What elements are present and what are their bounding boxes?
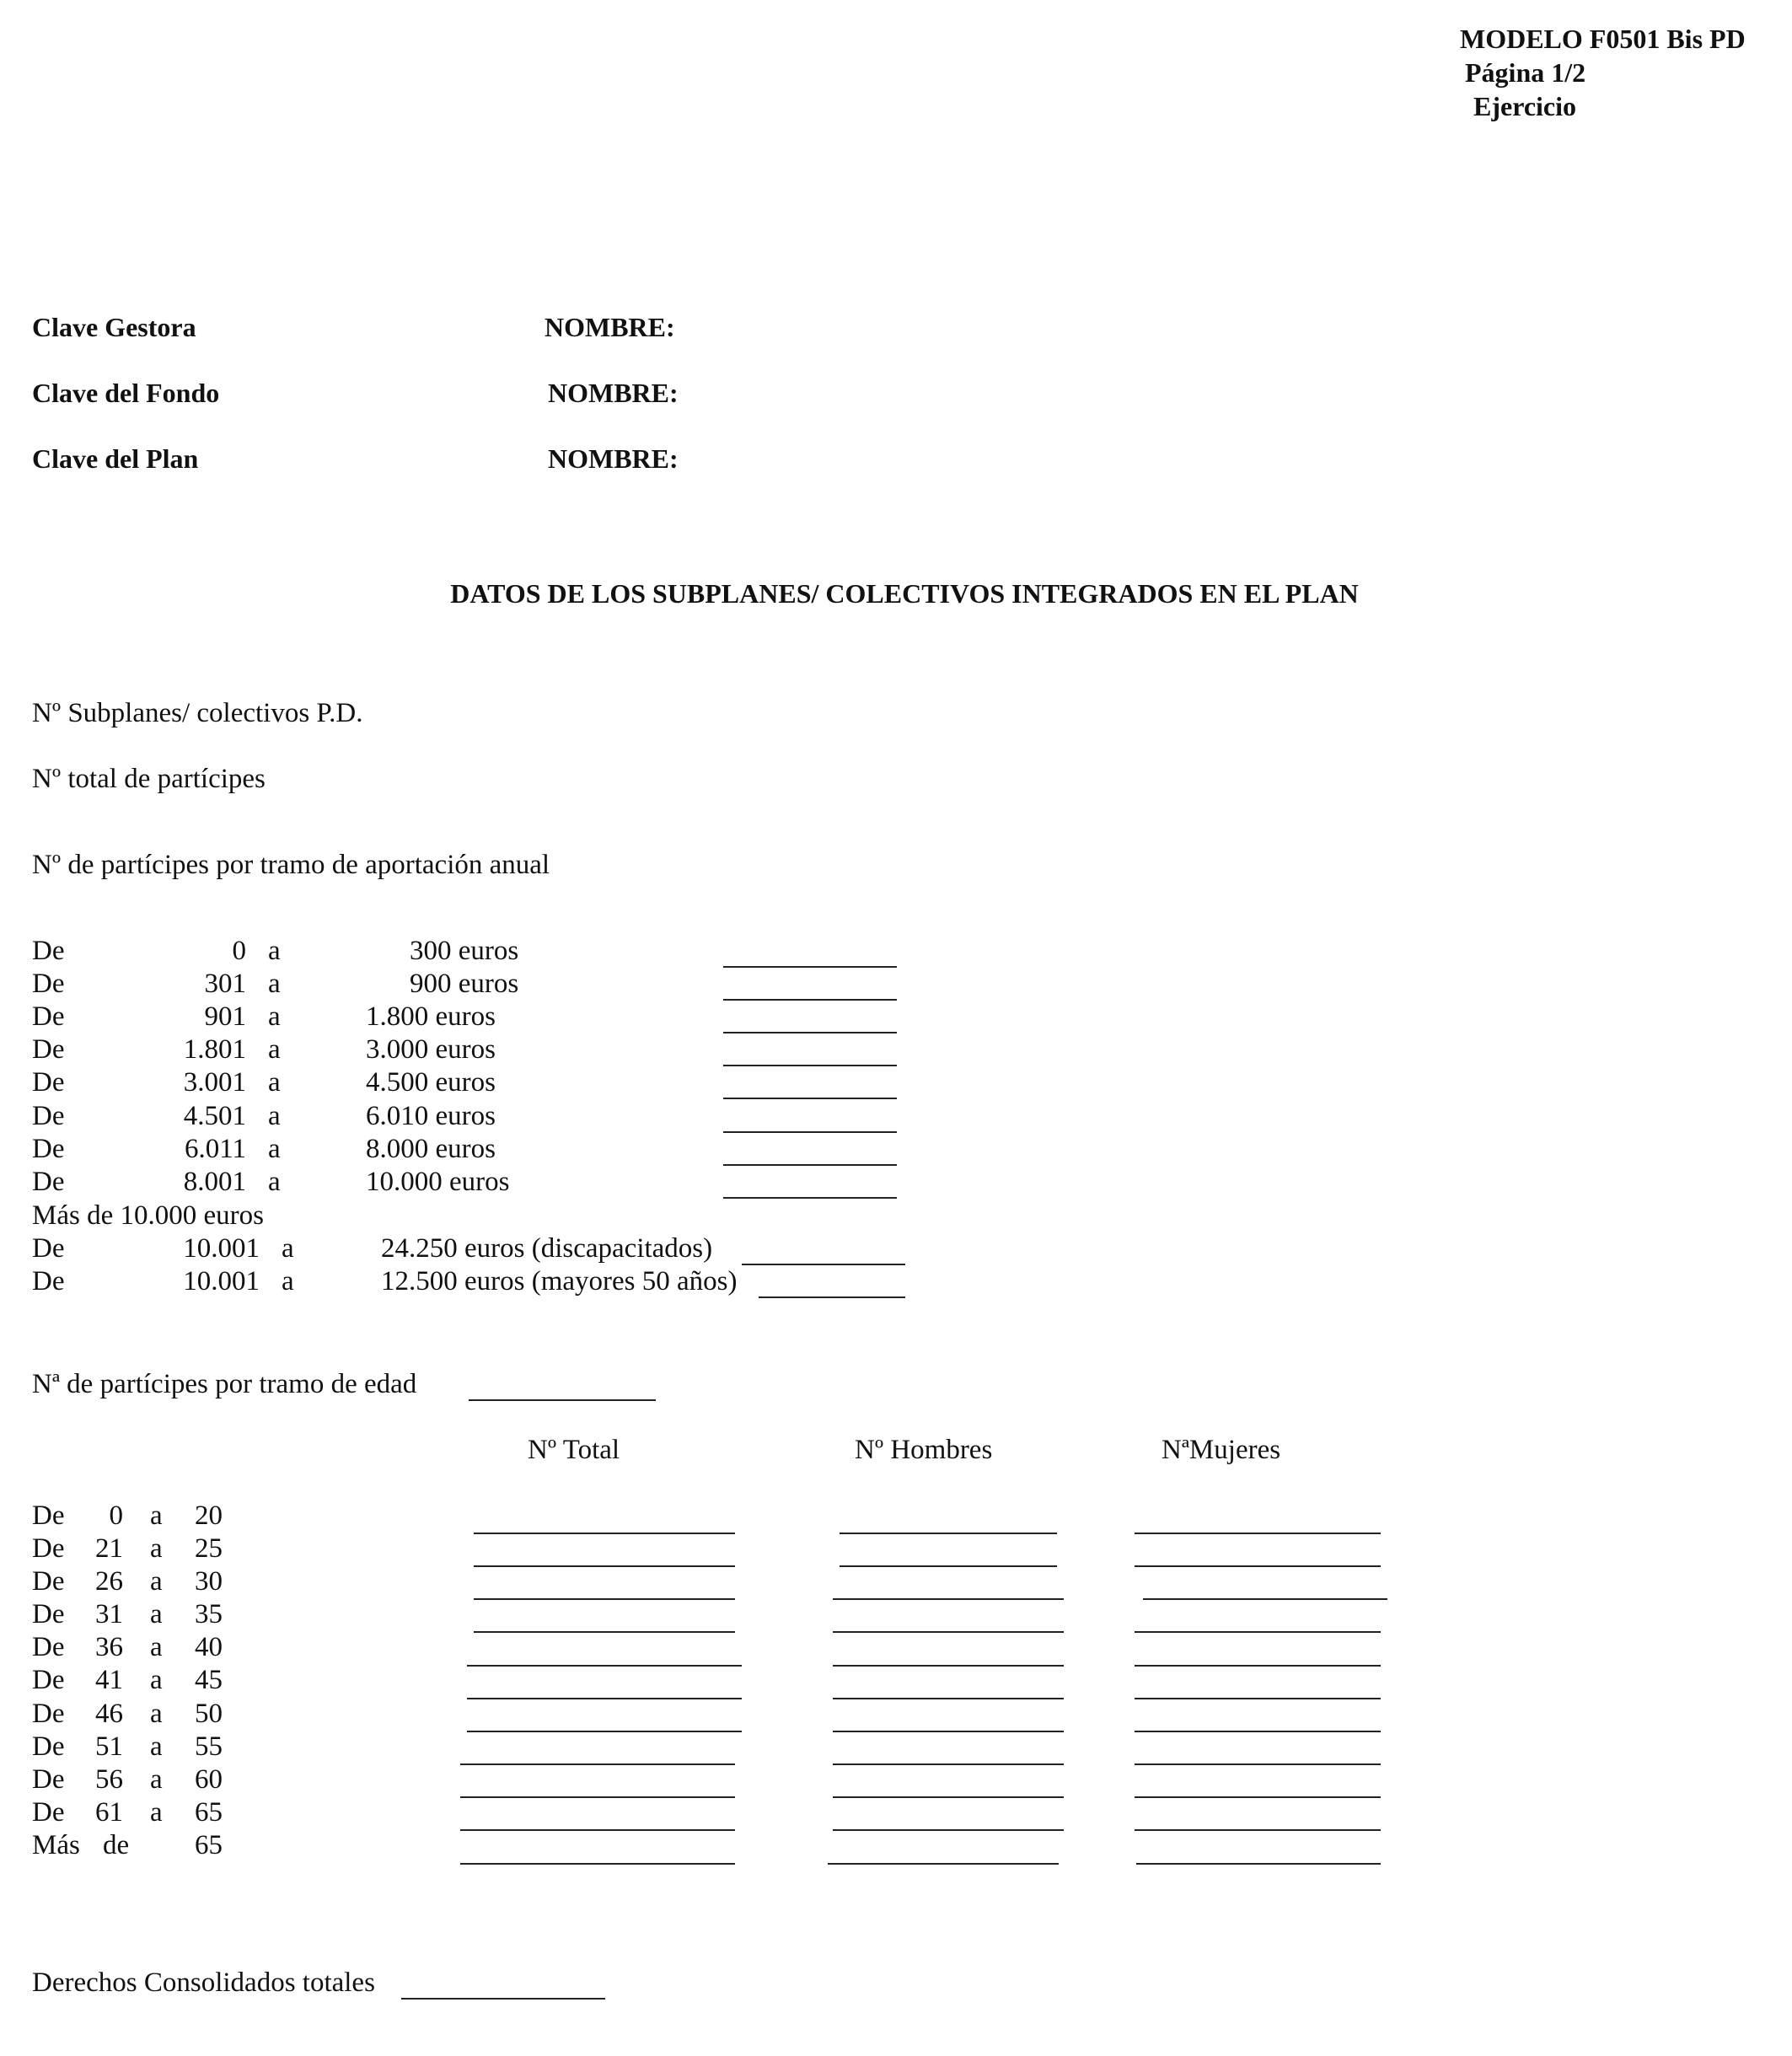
modelo-code: MODELO F0501 Bis PD — [1460, 24, 1746, 54]
aportacion-blank-line[interactable] — [723, 1197, 897, 1199]
age-from: 0 — [109, 1500, 123, 1531]
ejercicio-label: Ejercicio — [1473, 91, 1577, 121]
mujeres-blank-line[interactable] — [1135, 1796, 1381, 1798]
age-de: De — [32, 1764, 65, 1795]
nombre-fondo-label: NOMBRE: — [548, 378, 679, 408]
clave-fondo-label: Clave del Fondo — [32, 378, 220, 408]
age-de: De — [32, 1797, 65, 1828]
age-from: 61 — [95, 1797, 123, 1828]
age-from: 56 — [95, 1764, 123, 1795]
age-a: a — [150, 1764, 163, 1795]
range-de: De — [32, 1034, 65, 1065]
edad-total-blank-line[interactable] — [469, 1399, 656, 1401]
range-de: De — [32, 969, 65, 999]
mujeres-blank-line[interactable] — [1136, 1863, 1381, 1865]
age-to: 25 — [195, 1533, 223, 1564]
derechos-blank-line[interactable] — [401, 1998, 605, 2000]
age-a: a — [150, 1566, 163, 1597]
range-from: 10.001 — [183, 1233, 260, 1264]
col-header-mujeres: NªMujeres — [1162, 1435, 1281, 1465]
aportacion-heading: Nº de partícipes por tramo de aportación anual — [32, 850, 550, 880]
age-de: De — [32, 1665, 65, 1695]
hombres-blank-line[interactable] — [833, 1598, 1064, 1600]
clave-plan-label: Clave del Plan — [32, 443, 199, 474]
range-a: a — [268, 1167, 281, 1197]
age-to: 50 — [195, 1699, 223, 1729]
range-a: a — [268, 969, 281, 999]
aportacion-blank-line[interactable] — [723, 999, 897, 1001]
total-blank-line[interactable] — [474, 1598, 735, 1600]
total-blank-line[interactable] — [474, 1533, 735, 1534]
range-from: 1.801 — [183, 1034, 246, 1065]
range-from: 901 — [204, 1001, 246, 1032]
total-blank-line[interactable] — [474, 1565, 735, 1567]
hombres-blank-line[interactable] — [840, 1533, 1057, 1534]
range-to: 900 euros — [410, 969, 519, 999]
range-to: 24.250 euros (discapacitados) — [381, 1233, 713, 1264]
range-a: a — [268, 1034, 281, 1065]
age-a: a — [150, 1599, 163, 1629]
range-de: De — [32, 1233, 65, 1264]
aportacion-blank-line[interactable] — [723, 1065, 897, 1066]
range-from: 301 — [204, 969, 246, 999]
age-to: 55 — [195, 1731, 223, 1762]
age-to: 65 — [195, 1797, 223, 1828]
age-to: 60 — [195, 1764, 223, 1795]
age-a: a — [150, 1632, 163, 1662]
total-participes-label: Nº total de partícipes — [32, 764, 266, 794]
age-a: a — [150, 1699, 163, 1729]
aportacion-blank-line[interactable] — [723, 1164, 897, 1166]
hombres-blank-line[interactable] — [840, 1565, 1057, 1567]
total-blank-line[interactable] — [460, 1863, 735, 1865]
total-blank-line[interactable] — [460, 1796, 735, 1798]
age-a: a — [150, 1665, 163, 1695]
range-de: De — [32, 1001, 65, 1032]
range-a: a — [268, 936, 281, 966]
range-from: 10.001 — [183, 1266, 260, 1296]
mujeres-blank-line[interactable] — [1135, 1731, 1381, 1732]
age-de: de — [103, 1830, 130, 1860]
range-to: 1.800 euros — [366, 1001, 496, 1032]
hombres-blank-line[interactable] — [828, 1863, 1059, 1865]
range-to: 10.000 euros — [366, 1167, 510, 1197]
range-from: 4.501 — [183, 1101, 246, 1131]
derechos-label: Derechos Consolidados totales — [32, 1967, 375, 1998]
total-blank-line[interactable] — [460, 1763, 735, 1765]
range-to: 12.500 euros (mayores 50 años) — [381, 1266, 738, 1296]
aportacion-blank-line[interactable] — [723, 1131, 897, 1133]
nombre-gestora-label: NOMBRE: — [545, 312, 675, 342]
range-from: 6.011 — [184, 1134, 246, 1164]
nombre-plan-label: NOMBRE: — [548, 443, 679, 474]
age-de: De — [32, 1599, 65, 1629]
page-number: Página 1/2 — [1465, 57, 1586, 88]
age-from: 41 — [95, 1665, 123, 1695]
total-blank-line[interactable] — [467, 1731, 742, 1732]
age-a: a — [150, 1500, 163, 1531]
range-a: a — [268, 1001, 281, 1032]
age-from: 31 — [95, 1599, 123, 1629]
range-de: De — [32, 1101, 65, 1131]
range-a: a — [282, 1266, 294, 1296]
mujeres-blank-line[interactable] — [1135, 1565, 1381, 1567]
range-a: a — [268, 1067, 281, 1098]
aportacion-blank-line[interactable] — [742, 1264, 905, 1265]
range-de: De — [32, 1266, 65, 1296]
hombres-blank-line[interactable] — [833, 1829, 1064, 1831]
range-to: 8.000 euros — [366, 1134, 496, 1164]
clave-gestora-label: Clave Gestora — [32, 312, 196, 342]
mas-de-label: Más de 10.000 euros — [32, 1200, 264, 1231]
range-a: a — [268, 1134, 281, 1164]
age-to: 45 — [195, 1665, 223, 1695]
range-to: 3.000 euros — [366, 1034, 496, 1065]
age-to: 65 — [195, 1830, 223, 1860]
age-to: 30 — [195, 1566, 223, 1597]
range-to: 6.010 euros — [366, 1101, 496, 1131]
mujeres-blank-line[interactable] — [1135, 1631, 1381, 1633]
age-de: De — [32, 1699, 65, 1729]
range-de: De — [32, 1067, 65, 1098]
age-a: a — [150, 1797, 163, 1828]
hombres-blank-line[interactable] — [833, 1731, 1064, 1732]
range-a: a — [282, 1233, 294, 1264]
age-de: De — [32, 1566, 65, 1597]
total-blank-line[interactable] — [467, 1698, 742, 1699]
age-to: 40 — [195, 1632, 223, 1662]
range-from: 3.001 — [183, 1067, 246, 1098]
hombres-blank-line[interactable] — [833, 1796, 1064, 1798]
range-de: De — [32, 936, 65, 966]
range-a: a — [268, 1101, 281, 1131]
hombres-blank-line[interactable] — [833, 1665, 1064, 1667]
hombres-blank-line[interactable] — [833, 1698, 1064, 1699]
aportacion-blank-line[interactable] — [759, 1296, 905, 1298]
mujeres-blank-line[interactable] — [1143, 1598, 1387, 1600]
aportacion-blank-line[interactable] — [723, 1098, 897, 1099]
range-to: 300 euros — [410, 936, 519, 966]
age-mas: Más — [32, 1830, 80, 1860]
mujeres-blank-line[interactable] — [1135, 1763, 1381, 1765]
col-header-total: Nº Total — [528, 1435, 620, 1465]
edad-heading: Nª de partícipes por tramo de edad — [32, 1369, 417, 1399]
mujeres-blank-line[interactable] — [1135, 1698, 1381, 1699]
age-from: 51 — [95, 1731, 123, 1762]
total-blank-line[interactable] — [474, 1631, 735, 1633]
hombres-blank-line[interactable] — [833, 1631, 1064, 1633]
age-a: a — [150, 1731, 163, 1762]
range-from: 8.001 — [183, 1167, 246, 1197]
age-de: De — [32, 1500, 65, 1531]
age-from: 26 — [95, 1566, 123, 1597]
hombres-blank-line[interactable] — [833, 1763, 1064, 1765]
aportacion-blank-line[interactable] — [723, 966, 897, 968]
col-header-hombres: Nº Hombres — [855, 1435, 993, 1465]
total-blank-line[interactable] — [467, 1665, 742, 1667]
total-blank-line[interactable] — [460, 1829, 735, 1831]
age-from: 21 — [95, 1533, 123, 1564]
age-de: De — [32, 1632, 65, 1662]
age-from: 36 — [95, 1632, 123, 1662]
age-de: De — [32, 1731, 65, 1762]
mujeres-blank-line[interactable] — [1135, 1829, 1381, 1831]
mujeres-blank-line[interactable] — [1135, 1533, 1381, 1534]
age-a: a — [150, 1533, 163, 1564]
age-to: 35 — [195, 1599, 223, 1629]
range-de: De — [32, 1134, 65, 1164]
age-to: 20 — [195, 1500, 223, 1531]
age-from: 46 — [95, 1699, 123, 1729]
mujeres-blank-line[interactable] — [1135, 1665, 1381, 1667]
age-de: De — [32, 1533, 65, 1564]
range-de: De — [32, 1167, 65, 1197]
aportacion-blank-line[interactable] — [723, 1032, 897, 1033]
section-title: DATOS DE LOS SUBPLANES/ COLECTIVOS INTEGRADOS EN EL PLAN — [450, 578, 1359, 609]
subplanes-label: Nº Subplanes/ colectivos P.D. — [32, 698, 363, 728]
range-to: 4.500 euros — [366, 1067, 496, 1098]
range-from: 0 — [232, 936, 246, 966]
